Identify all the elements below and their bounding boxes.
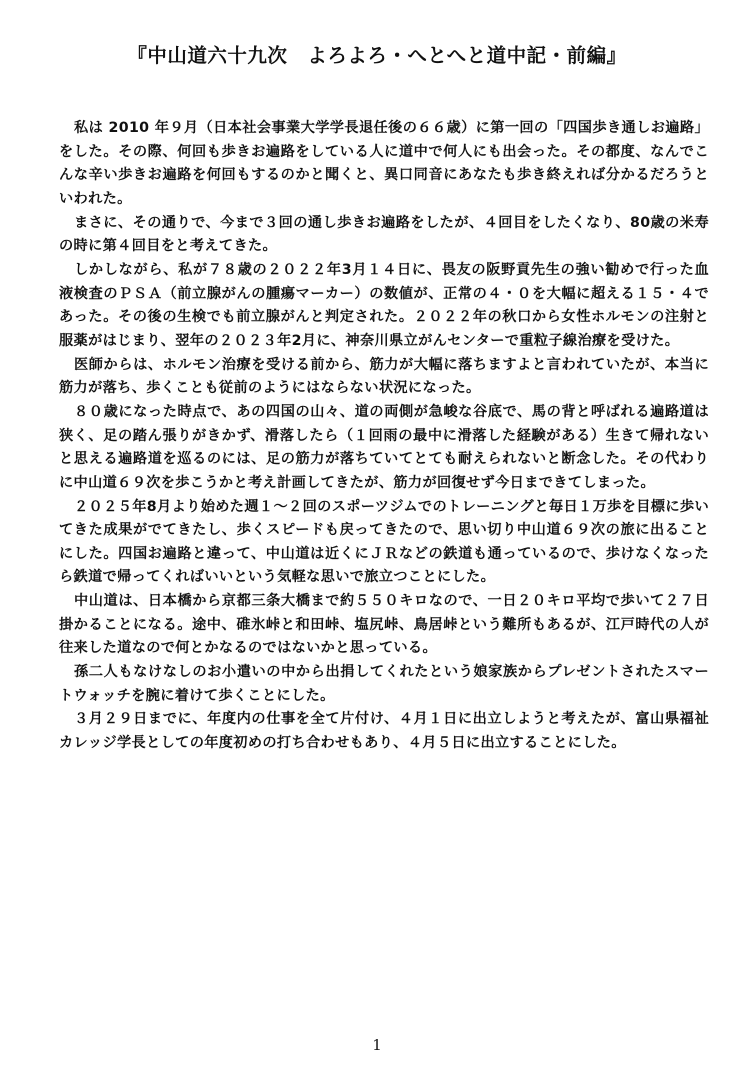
paragraph-1: 私は 2010 年９月（日本社会事業大学学長退任後の６６歳）に第一回の「四国歩き通しお遍路」をした。その際、何回も歩きお遍路をしている人に道中で何人にも出会った。その都度、なんでこんな辛い歩きお遍路を何回もするのかと聞くと、異口同音にあなたも歩き終えれば分かるだろうといわれた。	[59, 120, 709, 207]
paragraph-8: 孫二人もなけなしのお小遣いの中から出捐してくれたという娘家族からプレゼントされたスマートウォッチを腕に着けて歩くことにした。	[59, 664, 709, 704]
paragraph-9: ３月２９日までに、年度内の仕事を全て片付け、４月１日に出立しようと考えたが、富山県福祉カレッジ学長としての年度初めの打ち合わせもあり、４月５日に出立することにした。	[59, 711, 709, 752]
paragraph-4: 医師からは、ホルモン治療を受ける前から、筋力が大幅に落ちますよと言われていたが、本当に筋力が落ち、歩くことも従前のようにはならない状況になった。	[59, 356, 709, 397]
paragraph-6: ２０２５年8月より始めた週１～２回のスポーツジムでのトレーニングと毎日１万歩を目標に歩いてきた成果がでてきたし、歩くスピードも戻ってきたので、思い切り中山道６９次の旅に出ることにした。四国お遍路と違って、中山道は近くにＪＲなどの鉄道も通っているので、歩けなくなったら鉄道で帰ってくればいいという気軽な思いで旅立つことにした。	[59, 498, 709, 586]
page-number: 1	[372, 1036, 382, 1054]
paragraph-5: ８０歳になった時点で、あの四国の山々、道の両側が急峻な谷底で、馬の背と呼ばれる遍路道は狭く、足の踏ん張りがきかず、滑落したら（１回雨の最中に滑落した経験がある）生きて帰れないと思える遍路道を巡るのには、足の筋力が落ちていてとても耐えられないと断念した。その代わりに中山道６９次を歩こうかと考え計画してきたが、筋力が回復せず今日まできてしまった。	[59, 403, 709, 491]
paragraph-7: 中山道は、日本橋から京都三条大橋まで約５５０キロなので、一日２０キロ平均で歩いて２７日掛かることになる。途中、碓氷峠と和田峠、塩尻峠、鳥居峠という難所もあるが、江戸時代の人が往来した道なので何とかなるのではないかと思っている。	[59, 593, 709, 657]
paragraph-3: しかしながら、私が７８歳の２０２２年3月１４日に、畏友の阪野貢先生の強い勧めで行った血液検査のＰＳＡ（前立腺がんの腫瘍マーカー）の数値が、正常の４・０を大幅に超える１５・４であった。その後の生検でも前立腺がんと判定された。２０２２年の秋口から女性ホルモンの注射と服薬がはじまり、翌年の２０２３年2月に、神奈川県立がんセンターで重粒子線治療を受けた。	[59, 261, 709, 349]
document-title: 『中山道六十九次 よろよろ・へとへと道中記・前編』	[127, 44, 627, 67]
document-body	[59, 117, 709, 756]
paragraph-2: まさに、その通りで、今まで３回の通し歩きお遍路をしたが、４回目をしたくなり、80歳の米寿の時に第４回目をと考えてきた。	[59, 214, 709, 255]
